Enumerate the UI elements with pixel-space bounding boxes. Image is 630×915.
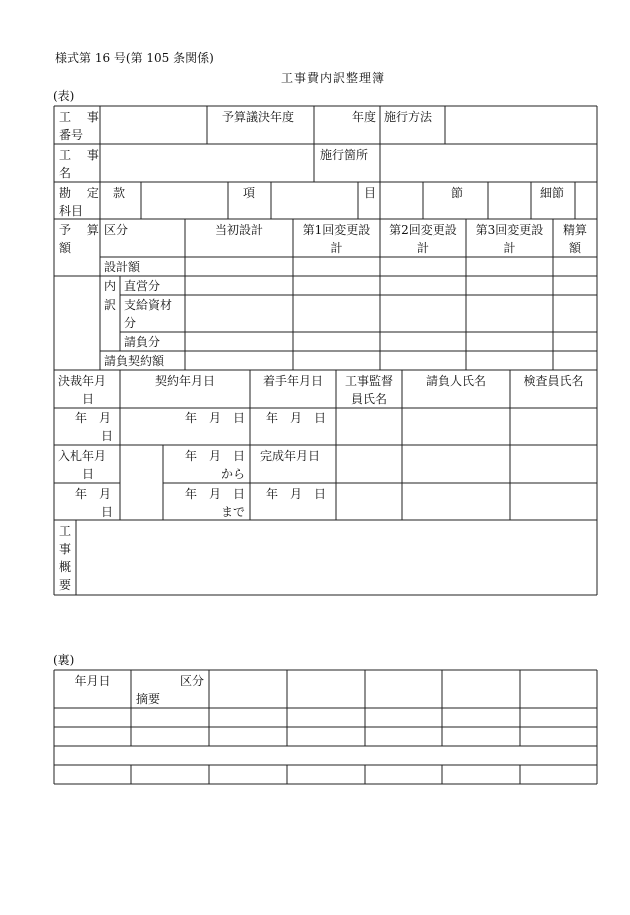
- label-completion-date: 完成年月日: [260, 449, 321, 463]
- completion-date-ymd: 年 月 日: [266, 487, 327, 501]
- label-work-number-2: 番号: [59, 128, 84, 142]
- label-kou: 項: [243, 186, 256, 200]
- label-supervisor-1: 工事監督: [344, 374, 393, 388]
- label-saisetsu: 細節: [540, 186, 565, 200]
- label-supplied-2: 分: [124, 316, 137, 330]
- decision-date-ym: 年 月: [75, 411, 112, 425]
- label-kan: 款: [113, 186, 126, 200]
- label-breakdown-2: 訳: [104, 298, 117, 312]
- label-budget-year: 予算議決年度: [222, 110, 295, 124]
- back-label-kubun: 区分: [180, 674, 205, 688]
- label-budget-1: 予 算: [59, 223, 105, 237]
- period-from-ymd: 年 月 日: [184, 449, 245, 463]
- label-work-name-2: 名: [59, 166, 72, 180]
- front-label: (表): [53, 89, 75, 103]
- label-breakdown-1: 内: [104, 279, 117, 293]
- period-from-label: から: [220, 467, 245, 481]
- label-bid-date-1: 入札年月: [58, 449, 107, 463]
- label-location: 施行箇所: [320, 148, 369, 162]
- label-decision-date-2: 日: [82, 392, 95, 406]
- form-number: 様式第 16 号(第 105 条関係): [55, 51, 214, 65]
- label-change3-1: 第3回変更設: [475, 223, 544, 237]
- label-settle-1: 精算: [562, 223, 587, 237]
- start-date-ymd: 年 月 日: [266, 411, 327, 425]
- back-label: (裏): [53, 653, 75, 667]
- back-label-date: 年月日: [74, 674, 111, 688]
- page-title: 工事費内訳整理簿: [280, 71, 385, 85]
- period-until-ymd: 年 月 日: [184, 487, 245, 501]
- label-overview-1: 工: [59, 524, 72, 538]
- bid-date-d: 日: [101, 505, 114, 519]
- label-supplied-1: 支給資材: [124, 298, 173, 312]
- label-supervisor-2: 員氏名: [350, 392, 387, 406]
- label-account-1: 勘 定: [59, 186, 105, 200]
- label-moku: 目: [364, 186, 377, 200]
- contract-date-ymd: 年 月 日: [184, 411, 245, 425]
- label-contracted: 請負分: [124, 335, 161, 349]
- label-contract-date: 契約年月日: [154, 374, 215, 388]
- label-change1-2: 計: [330, 241, 343, 255]
- label-work-name-1: 工 事: [59, 148, 105, 162]
- label-work-number-1: 工 事: [59, 110, 105, 124]
- label-overview-3: 概: [59, 560, 72, 574]
- label-start-date: 着手年月日: [262, 374, 323, 388]
- label-overview-4: 要: [59, 578, 72, 592]
- label-initial-design: 当初設計: [214, 223, 263, 237]
- decision-date-d: 日: [101, 429, 114, 443]
- label-change3-2: 計: [503, 241, 516, 255]
- label-budget-2: 額: [59, 241, 72, 255]
- label-kubun: 区分: [104, 223, 129, 237]
- label-setsu: 節: [451, 186, 464, 200]
- label-design-amount: 設計額: [104, 260, 141, 274]
- period-until-label: まで: [220, 505, 245, 519]
- label-change2-2: 計: [416, 241, 429, 255]
- bid-date-ym: 年 月: [75, 487, 112, 501]
- label-contract-amount: 請負契約額: [104, 354, 165, 368]
- label-change1-1: 第1回変更設: [302, 223, 371, 237]
- label-method: 施行方法: [384, 110, 433, 124]
- label-overview-2: 事: [59, 542, 72, 556]
- label-nendo: 年度: [351, 110, 376, 124]
- label-contractor-name: 請負人氏名: [425, 374, 486, 388]
- back-label-summary: 摘要: [136, 692, 161, 706]
- label-bid-date-2: 日: [82, 467, 95, 481]
- label-direct: 直営分: [124, 279, 161, 293]
- label-inspector-name: 検査員氏名: [523, 374, 584, 388]
- label-account-2: 科目: [59, 204, 84, 218]
- label-change2-1: 第2回変更設: [389, 223, 457, 237]
- label-settle-2: 額: [568, 241, 581, 255]
- label-decision-date-1: 決裁年月: [58, 374, 107, 388]
